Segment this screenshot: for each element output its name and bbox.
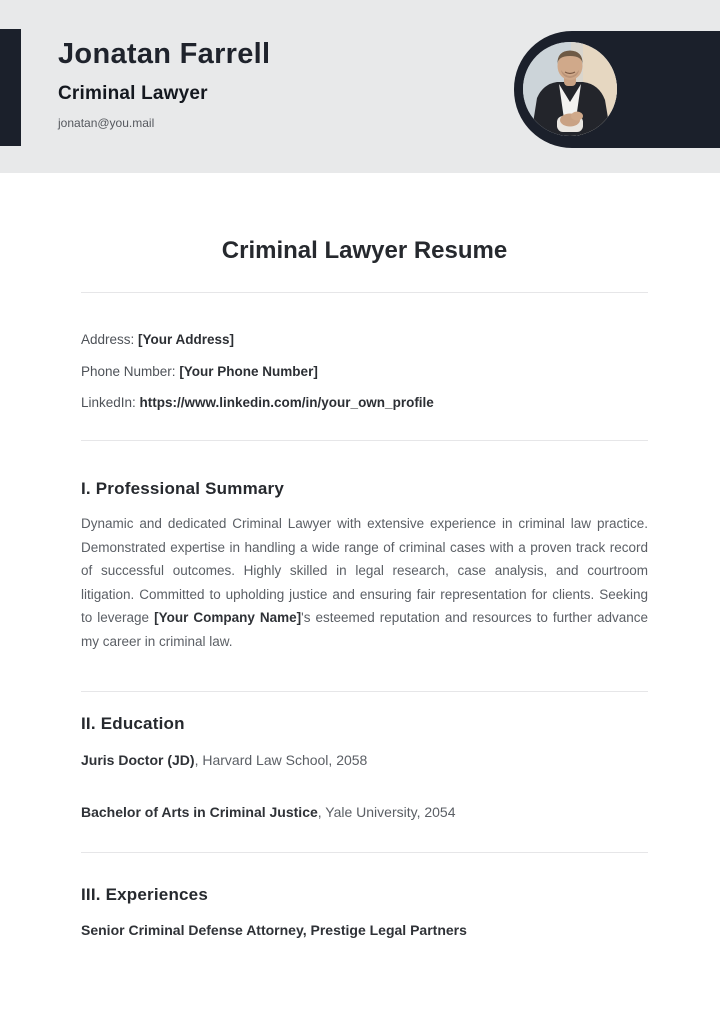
- contact-phone: [81, 363, 318, 380]
- divider: [81, 852, 648, 853]
- professional-summary-paragraph: [81, 512, 648, 654]
- education-degree: Juris Doctor (JD): [81, 752, 195, 768]
- section-heading-experiences: III. Experiences: [81, 885, 208, 904]
- education-school-year: , Harvard Law School, 2058: [194, 752, 368, 768]
- section-heading-professional-summary: I. Professional Summary: [81, 479, 285, 498]
- summary-text-before: Dynamic and dedicated Criminal Lawyer with extensive experience in criminal law practice. Demonstrated expertise in handling a wide range of criminal cases with a proven track record of successful outcomes. Highly skilled in legal research, case analysis, and courtroom litigation. Committed to upholding justice and ensuring fair representation for clients. Seeking to leverage: [81, 516, 648, 626]
- education-entry: [81, 751, 367, 769]
- person-name: Jonatan Farrell: [58, 38, 271, 70]
- person-job-title: Criminal Lawyer: [58, 83, 208, 104]
- contact-address: [81, 331, 234, 348]
- contact-phone-label: Phone Number:: [81, 364, 180, 379]
- contact-linkedin-label: LinkedIn:: [81, 395, 140, 410]
- person-email: jonatan@you.mail: [58, 116, 155, 130]
- education-entry: [81, 803, 456, 821]
- education-school-year: , Yale University, 2054: [317, 804, 456, 820]
- experience-entry: [81, 921, 467, 939]
- header-accent-strip: [0, 29, 21, 146]
- divider: [81, 292, 648, 293]
- experience-title-company: Senior Criminal Defense Attorney, Prestige Legal Partners: [81, 922, 467, 938]
- contact-phone-value: [Your Phone Number]: [179, 364, 318, 379]
- contact-address-value: [Your Address]: [138, 332, 235, 347]
- section-heading-education: II. Education: [81, 714, 185, 733]
- document-title: Criminal Lawyer Resume: [221, 237, 508, 264]
- contact-linkedin: [81, 394, 434, 411]
- contact-linkedin-url: https://www.linkedin.com/in/your_own_profile: [139, 395, 434, 410]
- divider: [81, 440, 648, 441]
- company-name-placeholder: [Your Company Name]: [154, 610, 302, 626]
- header-band: [0, 0, 720, 173]
- profile-photo-illustration: [523, 42, 617, 136]
- photo-pill: [514, 31, 720, 148]
- divider: [81, 691, 648, 692]
- profile-photo: [523, 42, 617, 136]
- contact-address-label: Address:: [81, 332, 139, 347]
- summary-text-after: 's esteemed reputation and resources to further advance my career in criminal law.: [81, 610, 648, 649]
- education-degree: Bachelor of Arts in Criminal Justice: [81, 804, 318, 820]
